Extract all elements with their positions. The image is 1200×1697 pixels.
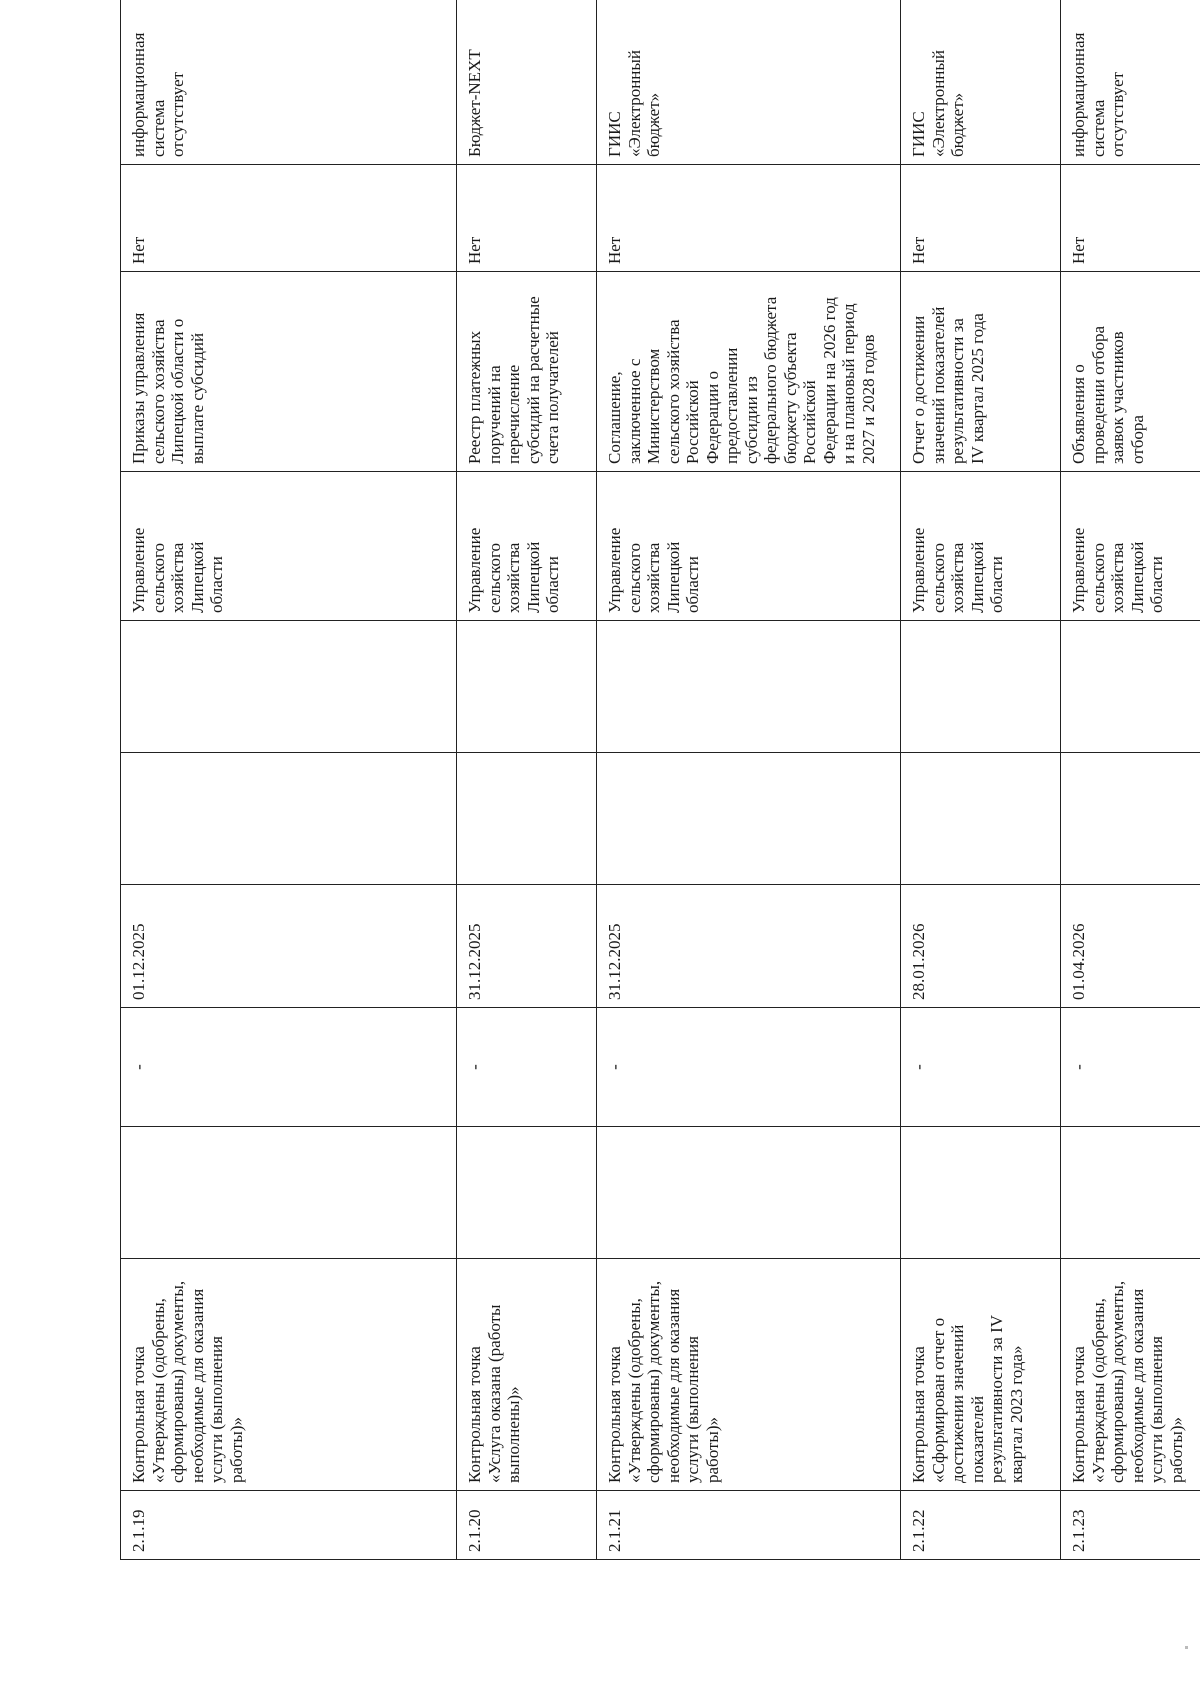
row-number-text: 2.1.21 (605, 1509, 624, 1552)
event-name-cell (901, 1259, 1061, 1491)
result-document-text: Соглашение, заключенное с Министерством сельского хозяйства Российской Федерации о предоставлении субсидии из федерального бюджета бюджету субъекта Российской Федерации на 2026 год и на плановый период 2027 и 2028 годов (605, 296, 878, 464)
empty-cell (121, 621, 457, 753)
information-system-text: информационная система отсутствует (129, 32, 187, 157)
information-system-cell (1061, 0, 1200, 165)
flag-text: Нет (605, 236, 624, 264)
table-row (1061, 0, 1200, 1560)
row-number-text: 2.1.23 (1069, 1509, 1088, 1552)
information-system-cell (457, 0, 597, 165)
information-system-text: Бюджет-NEXT (465, 49, 484, 157)
event-name-text: Контрольная точка «Услуга оказана (работы выполнены)» (465, 1304, 523, 1483)
event-name-cell (121, 1259, 457, 1491)
flag-cell (901, 165, 1061, 272)
dash-text: - (605, 1064, 624, 1070)
information-system-text: ГИИС «Электронный бюджет» (605, 50, 663, 157)
due-date-text: 31.12.2025 (465, 923, 484, 1000)
table-row (121, 0, 457, 1560)
dash-text: - (909, 1064, 928, 1070)
empty-cell (1061, 621, 1200, 753)
empty-cell (457, 621, 597, 753)
responsible-text: Управление сельского хозяйства Липецкой области (465, 527, 562, 613)
rotated-table-wrapper (120, 32, 1186, 1560)
empty-cell (597, 621, 901, 753)
due-date-text: 28.01.2026 (909, 923, 928, 1000)
due-date-text: 01.12.2025 (129, 923, 148, 1000)
due-date-text: 31.12.2025 (605, 923, 624, 1000)
information-system-cell (597, 0, 901, 165)
due-date-text: 01.04.2026 (1069, 923, 1088, 1000)
result-document-text: Отчет о достижении значений показателей результативности за IV квартал 2025 года (909, 306, 987, 464)
information-system-text: информационная система отсутствует (1069, 32, 1127, 157)
flag-cell (121, 165, 457, 272)
flag-text: Нет (129, 236, 148, 264)
responsible-text: Управление сельского хозяйства Липецкой области (605, 527, 702, 613)
empty-cell (901, 621, 1061, 753)
flag-cell (1061, 165, 1200, 272)
information-system-cell (121, 0, 457, 165)
result-document-cell (457, 272, 597, 472)
row-number-cell (597, 1491, 901, 1560)
result-document-text: Реестр платежных поручений на перечисление субсидий на расчетные счета получателей (465, 296, 562, 464)
dash-cell (457, 1008, 597, 1127)
empty-cell (457, 753, 597, 885)
flag-cell (597, 165, 901, 272)
row-number-cell (457, 1491, 597, 1560)
due-date-cell (901, 885, 1061, 1008)
dash-text: - (129, 1064, 148, 1070)
start-date-cell (457, 1127, 597, 1259)
responsible-text: Управление сельского хозяйства Липецкой области (129, 527, 226, 613)
event-name-cell (597, 1259, 901, 1491)
responsible-text: Управление сельского хозяйства Липецкой области (1069, 527, 1166, 613)
due-date-cell (121, 885, 457, 1008)
result-document-cell (121, 272, 457, 472)
table-row (597, 0, 901, 1560)
responsible-text: Управление сельского хозяйства Липецкой области (909, 527, 1006, 613)
result-document-text: Объявления о проведении отбора заявок участников отбора (1069, 326, 1147, 464)
due-date-cell (1061, 885, 1200, 1008)
empty-cell (1061, 753, 1200, 885)
event-name-cell (1061, 1259, 1200, 1491)
empty-cell (121, 753, 457, 885)
flag-cell (457, 165, 597, 272)
dash-cell (1061, 1008, 1200, 1127)
row-number-text: 2.1.22 (909, 1509, 928, 1552)
empty-cell (901, 753, 1061, 885)
flag-text: Нет (465, 236, 484, 264)
dash-cell (597, 1008, 901, 1127)
start-date-cell (597, 1127, 901, 1259)
responsible-cell (901, 472, 1061, 621)
responsible-cell (597, 472, 901, 621)
flag-text: Нет (1069, 236, 1088, 264)
flag-text: Нет (909, 236, 928, 264)
table-body (121, 0, 1200, 1560)
row-number-text: 2.1.20 (465, 1509, 484, 1552)
result-document-cell (901, 272, 1061, 472)
table-row (901, 0, 1061, 1560)
result-document-cell (597, 272, 901, 472)
information-system-cell (901, 0, 1061, 165)
table-row (457, 0, 597, 1560)
scan-speck (1185, 1646, 1188, 1649)
dash-cell (901, 1008, 1061, 1127)
row-number-cell (1061, 1491, 1200, 1560)
result-document-cell (1061, 272, 1200, 472)
row-number-cell (901, 1491, 1061, 1560)
control-points-table (120, 0, 1200, 1560)
dash-text: - (1069, 1064, 1088, 1070)
dash-text: - (465, 1064, 484, 1070)
information-system-text: ГИИС «Электронный бюджет» (909, 50, 967, 157)
responsible-cell (121, 472, 457, 621)
event-name-text: Контрольная точка «Утверждены (одобрены, сформированы) документы, необходимые для оказания услуги (выполнения работы)» (1069, 1280, 1186, 1483)
responsible-cell (457, 472, 597, 621)
empty-cell (597, 753, 901, 885)
due-date-cell (457, 885, 597, 1008)
event-name-text: Контрольная точка «Утверждены (одобрены, сформированы) документы, необходимые для оказания услуги (выполнения работы)» (129, 1280, 246, 1483)
dash-cell (121, 1008, 457, 1127)
due-date-cell (597, 885, 901, 1008)
row-number-text: 2.1.19 (129, 1509, 148, 1552)
event-name-cell (457, 1259, 597, 1491)
start-date-cell (901, 1127, 1061, 1259)
start-date-cell (121, 1127, 457, 1259)
start-date-cell (1061, 1127, 1200, 1259)
event-name-text: Контрольная точка «Утверждены (одобрены, сформированы) документы, необходимые для оказания услуги (выполнения работы)» (605, 1280, 722, 1483)
event-name-text: Контрольная точка «Сформирован отчет о достижении значений показателей результативности за IV квартал 2023 года» (909, 1314, 1026, 1483)
responsible-cell (1061, 472, 1200, 621)
result-document-text: Приказы управления сельского хозяйства Липецкой области о выплате субсидий (129, 312, 207, 464)
row-number-cell (121, 1491, 457, 1560)
